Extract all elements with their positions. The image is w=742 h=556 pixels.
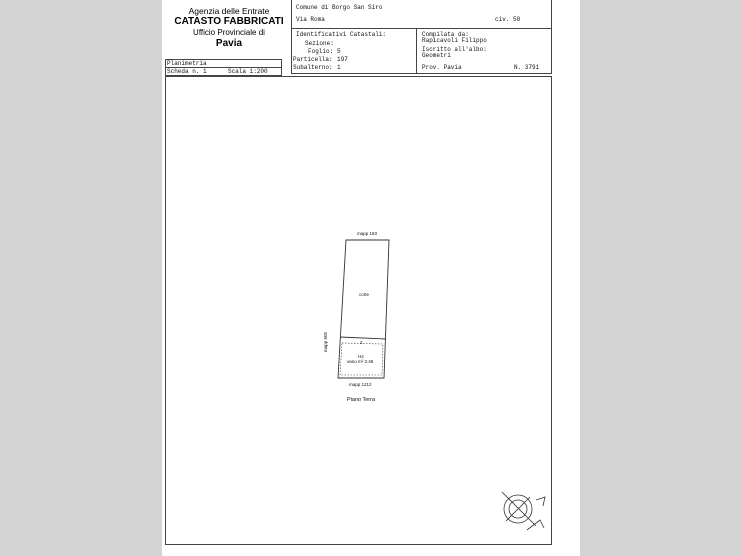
unit-number-label: 2 bbox=[360, 340, 363, 345]
particella-value: 197 bbox=[337, 56, 348, 63]
foglio-label: Foglio: bbox=[308, 48, 334, 55]
office-province: Pavia bbox=[215, 38, 243, 49]
province-label: Prov. Pavia bbox=[422, 64, 462, 71]
unit-divider-line bbox=[340, 337, 386, 339]
cadastral-sheet bbox=[162, 0, 580, 556]
office-label: Ufficio Provinciale di bbox=[193, 28, 265, 37]
west-boundary-label: mapp 605 bbox=[323, 331, 328, 352]
comune-text: Comune di Borgo San Siro bbox=[296, 4, 383, 11]
floor-plan-drawing bbox=[162, 0, 580, 556]
via-text: Via Roma bbox=[296, 16, 325, 23]
agency-name: Agenzia delle Entrate bbox=[188, 6, 270, 16]
courtyard-label: corte bbox=[359, 292, 370, 297]
albo-label: Iscritto all'albo: bbox=[422, 46, 487, 53]
identifiers-title: Identificativi Catastali: bbox=[296, 31, 387, 38]
north-boundary-label: mapp 183 bbox=[357, 231, 378, 236]
registration-number: N. 3791 bbox=[514, 64, 540, 71]
particella-label: Particella: bbox=[293, 56, 333, 63]
registry-name: CATASTO FABBRICATI bbox=[174, 16, 284, 27]
north-arrow-icon bbox=[502, 492, 545, 530]
albo-value: Geometri bbox=[422, 52, 451, 59]
unit-area-label: vano m² 3.45 bbox=[347, 359, 374, 364]
plan-title: Planimetria bbox=[167, 60, 207, 67]
subalterno-value: 1 bbox=[337, 64, 341, 71]
south-boundary-label: mapp 1212 bbox=[349, 382, 372, 387]
civico-text: civ. 50 bbox=[495, 16, 521, 23]
sezione-label: Sezione: bbox=[305, 40, 334, 47]
scala-text: Scala 1:200 bbox=[228, 68, 268, 75]
compiler-label: Compilata da: bbox=[422, 31, 469, 38]
foglio-value: 5 bbox=[337, 48, 341, 55]
compiler-name: Rapicavoli Filippo bbox=[422, 37, 487, 44]
subalterno-label: Subalterno: bbox=[293, 64, 333, 71]
scheda-text: Scheda n. 1 bbox=[167, 68, 207, 75]
floor-label: Piano Terra bbox=[347, 397, 376, 403]
unit-height-label: H4 bbox=[358, 354, 364, 359]
